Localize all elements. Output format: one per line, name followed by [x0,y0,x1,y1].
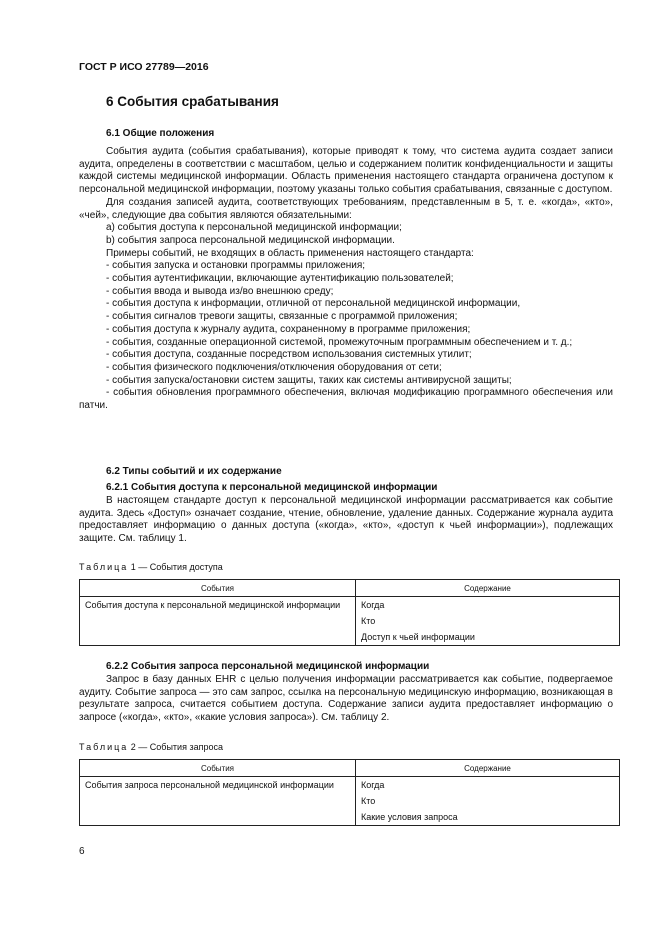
paragraph: События аудита (события срабатывания), которые приводят к тому, что система аудита создает записи аудита, определены в соответствии с масштабом, целью и содержанием политик конфиденциальности и защиты каждой системы медицинской информации. Область применения настоящего стандарта ограничена доступом к персональной медицинской информации, поэтому указаны только события срабатывания, связанные с доступом. [79,146,613,196]
paragraph: В настоящем стандарте доступ к персональной медицинской информации рассматривается как событие аудита. Здесь «Доступ» означает создание, чтение, обновление, удаление данных. Содержание журнала аудита предоставляет информацию о данных доступа («когда», «кто», «доступ к чьей информации»), подлежащих защите. См. таблицу 1. [79,495,613,545]
paragraph: Примеры событий, не входящих в область применения настоящего стандарта: [106,247,474,259]
list-item: - события доступа к информации, отличной от персональной медицинской информации, [106,298,521,310]
subsection-6-1-title: 6.1 Общие положения [106,128,215,139]
content-item: Когда [361,600,385,610]
list-item: - события запуска и остановки программы приложения; [106,260,366,272]
list-item: - события физического подключения/отключения оборудования от сети; [106,361,442,373]
table-cell-event: События запроса персональной медицинской информации [80,777,356,826]
caption-label: Таблица [79,562,129,572]
list-item: - события запуска/остановки систем защиты, таких как системы антивирусной защиты; [106,374,512,386]
table-1-caption [79,562,223,572]
subsection-6-1-body [79,146,613,413]
document-header: ГОСТ Р ИСО 27789—2016 [79,61,209,73]
paragraph: Запрос в базу данных EHR с целью получения информации рассматривается как событие, подвергаемое аудиту. Событие запроса — это сам запрос, ссылка на персональную медицинскую информацию, возникающая в результате запроса, считается событием доступа. Содержание записи аудита предоставляет информацию о запросе («когда», «кто», «какие условия запроса»). См. таблицу 2. [79,674,613,724]
list-item: - события аутентификации, включающие аутентификацию пользователей; [106,273,454,285]
caption-text: 2 — События запроса [128,742,223,752]
content-item: Когда [361,780,385,790]
caption-text: 1 — События доступа [128,562,223,572]
subsection-6-2-title: 6.2 Типы событий и их содержание [106,466,282,477]
table-1 [79,579,620,646]
table-header-event: События [80,760,356,777]
subsection-6-2-1-title: 6.2.1 События доступа к персональной медицинской информации [106,482,438,493]
section-title: 6 События срабатывания [106,94,279,109]
table-2-caption [79,742,223,752]
table-header-content: Содержание [356,760,620,777]
content-item: Кто [361,616,376,626]
caption-label: Таблица [79,742,129,752]
list-item: - события доступа, созданные посредством использования системных утилит; [106,349,472,361]
subsection-6-2-2-body [79,674,613,725]
list-item: - события доступа к журналу аудита, сохраненному в программе приложения; [106,323,471,335]
page-number: 6 [79,846,85,857]
table-header-content: Содержание [356,580,620,597]
list-item: а) события доступа к персональной медицинской информации; [106,222,402,234]
table-cell-event: События доступа к персональной медицинской информации [80,597,356,646]
paragraph: Для создания записей аудита, соответствующих требованиям, представленным в 5, т. е. «когда», «кто», «чей», следующие два события являются обязательными: [79,196,613,221]
table-row [80,597,620,646]
table-cell-content [356,777,620,826]
subsection-6-2-1-body [79,495,613,546]
list-item: - события сигналов тревоги защиты, связанные с программой приложения; [106,311,458,323]
table-cell-content [356,597,620,646]
table-2 [79,759,620,826]
content-item: Какие условия запроса [361,812,458,822]
table-row [80,777,620,826]
table-header-event: События [80,580,356,597]
list-item: - события обновления программного обеспечения, включая модификацию программного обеспечения или патчи. [79,387,613,412]
content-item: Доступ к чьей информации [361,632,475,642]
list-item: b) события запроса персональной медицинской информации. [106,234,395,246]
list-item: - события ввода и вывода из/во внешнюю среду; [106,285,334,297]
subsection-6-2-2-title: 6.2.2 События запроса персональной медицинской информации [106,661,430,672]
content-item: Кто [361,796,376,806]
list-item: - события, созданные операционной системой, промежуточным программным обеспечением и т. д.; [106,336,573,348]
